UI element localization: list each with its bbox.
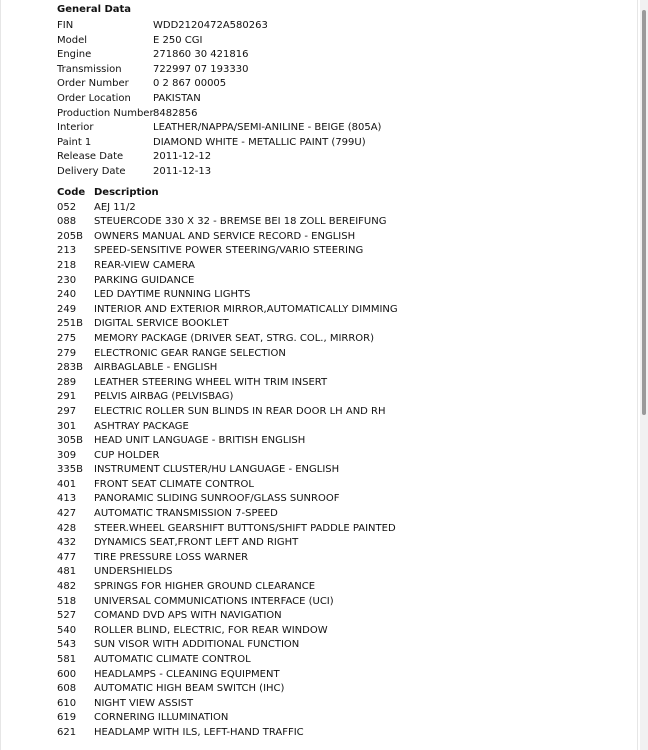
table-row (57, 522, 398, 537)
table-row (57, 726, 398, 741)
field-label: Paint 1 (57, 136, 92, 148)
table-row (57, 274, 398, 289)
option-code: 518 (57, 595, 77, 607)
option-description: SPRINGS FOR HIGHER GROUND CLEARANCE (94, 581, 316, 593)
option-code: 283B (57, 362, 83, 374)
option-code: 401 (57, 478, 77, 490)
field-value: 2011-12-12 (153, 151, 212, 163)
option-code: 291 (57, 391, 77, 403)
table-row (57, 230, 398, 245)
option-code: 600 (57, 668, 77, 680)
general-data-list (57, 19, 381, 180)
option-code: 289 (57, 376, 77, 388)
option-description: PANORAMIC SLIDING SUNROOF/GLASS SUNROOF (94, 493, 340, 505)
option-description: CUP HOLDER (94, 449, 160, 461)
option-code: 477 (57, 551, 77, 563)
option-description: FRONT SEAT CLIMATE CONTROL (94, 478, 254, 490)
option-codes-header-row (57, 186, 398, 201)
table-row (57, 609, 398, 624)
option-code: 335B (57, 464, 83, 476)
option-description: COMAND DVD APS WITH NAVIGATION (94, 610, 282, 622)
field-label: Release Date (57, 151, 124, 163)
option-code: 481 (57, 566, 77, 578)
table-row (57, 711, 398, 726)
option-code: 610 (57, 697, 77, 709)
field-label: Order Number (57, 78, 129, 90)
option-code: 301 (57, 420, 77, 432)
option-description: ASHTRAY PACKAGE (94, 420, 189, 432)
table-row (57, 697, 398, 712)
field-label: FIN (57, 20, 74, 31)
table-row (57, 317, 398, 332)
option-code: 621 (57, 726, 77, 738)
option-description: INSTRUMENT CLUSTER/HU LANGUAGE - ENGLISH (94, 464, 340, 476)
field-value: E 250 CGI (153, 34, 203, 46)
option-description: SUN VISOR WITH ADDITIONAL FUNCTION (94, 639, 300, 651)
option-description: AEJ 11/2 (94, 201, 136, 213)
option-code: 205B (57, 230, 83, 242)
option-code: 543 (57, 639, 77, 651)
general-data-row (57, 63, 381, 78)
option-code: 297 (57, 405, 77, 417)
table-row (57, 288, 398, 303)
code-column-header: Code (57, 187, 86, 198)
option-code: 240 (57, 289, 77, 301)
option-code: 427 (57, 508, 77, 520)
option-code: 432 (57, 537, 77, 549)
table-row (57, 624, 398, 639)
option-description: DIGITAL SERVICE BOOKLET (94, 318, 229, 330)
option-code: 428 (57, 522, 77, 534)
option-description: UNIVERSAL COMMUNICATIONS INTERFACE (UCI) (94, 595, 334, 607)
field-value: WDD2120472A580263 (153, 20, 268, 31)
option-code: 230 (57, 274, 77, 286)
option-description: OWNERS MANUAL AND SERVICE RECORD - ENGLISH (94, 230, 356, 242)
field-value: 271860 30 421816 (153, 49, 249, 61)
table-row (57, 215, 398, 230)
option-description: MEMORY PACKAGE (DRIVER SEAT, STRG. COL., MIRROR) (94, 332, 375, 344)
table-row (57, 595, 398, 610)
option-code: 413 (57, 493, 77, 505)
option-code: 581 (57, 654, 77, 665)
table-row (57, 259, 398, 274)
option-code: 218 (57, 259, 77, 271)
general-data-title: General Data (57, 4, 132, 15)
option-description: INTERIOR AND EXTERIOR MIRROR,AUTOMATICALLY DIMMING (94, 303, 398, 315)
option-code: 279 (57, 347, 77, 359)
field-value: 8482856 (153, 107, 198, 119)
option-code: 088 (57, 216, 77, 228)
general-data-row (57, 34, 381, 49)
table-row (57, 551, 398, 566)
option-code: 275 (57, 332, 77, 344)
option-code: 052 (57, 201, 77, 213)
table-row (57, 201, 398, 216)
table-row (57, 420, 398, 435)
field-label: Production Number (57, 107, 154, 119)
option-description: CORNERING ILLUMINATION (94, 712, 229, 724)
option-description: PARKING GUIDANCE (94, 274, 195, 286)
option-code: 527 (57, 610, 77, 622)
general-data-row (57, 92, 381, 107)
option-code: 251B (57, 318, 83, 330)
general-data-row (57, 121, 381, 136)
table-row (57, 332, 398, 347)
option-description: NIGHT VIEW ASSIST (94, 697, 194, 709)
option-description: SPEED-SENSITIVE POWER STEERING/VARIO STEERING (94, 245, 364, 257)
field-value: 0 2 867 00005 (153, 78, 227, 90)
field-label: Engine (57, 49, 92, 61)
field-label: Model (57, 34, 88, 46)
option-description: REAR-VIEW CAMERA (94, 259, 196, 271)
option-description: ELECTRONIC GEAR RANGE SELECTION (94, 347, 286, 359)
option-description: HEADLAMP WITH ILS, LEFT-HAND TRAFFIC (94, 726, 304, 738)
table-row (57, 361, 398, 376)
field-value: 722997 07 193330 (153, 63, 249, 75)
option-code: 249 (57, 303, 77, 315)
option-description: ELECTRIC ROLLER SUN BLINDS IN REAR DOOR LH AND RH (94, 405, 386, 417)
option-description: DYNAMICS SEAT,FRONT LEFT AND RIGHT (94, 537, 299, 549)
general-data-row (57, 165, 381, 180)
table-row (57, 463, 398, 478)
field-label: Interior (57, 122, 94, 134)
option-code: 309 (57, 449, 77, 461)
general-data-row (57, 19, 381, 34)
option-description: STEUERCODE 330 X 32 - BREMSE BEI 18 ZOLL BEREIFUNG (94, 216, 387, 228)
field-label: Order Location (57, 92, 131, 104)
table-row (57, 668, 398, 683)
description-column-header: Description (94, 187, 159, 198)
option-description: AUTOMATIC HIGH BEAM SWITCH (IHC) (94, 683, 285, 695)
option-description: TIRE PRESSURE LOSS WARNER (94, 551, 249, 563)
table-row (57, 434, 398, 449)
field-label: Transmission (57, 63, 122, 75)
field-value: DIAMOND WHITE - METALLIC PAINT (799U) (153, 136, 366, 148)
table-row (57, 492, 398, 507)
table-row (57, 638, 398, 653)
general-data-row (57, 48, 381, 63)
table-row (57, 507, 398, 522)
vertical-scrollbar[interactable] (640, 0, 648, 750)
option-description: STEER.WHEEL GEARSHIFT BUTTONS/SHIFT PADDLE PAINTED (94, 522, 396, 534)
table-row (57, 390, 398, 405)
scrollbar-thumb[interactable] (642, 10, 646, 415)
option-code: 540 (57, 624, 77, 636)
option-description: AUTOMATIC TRANSMISSION 7-SPEED (94, 508, 278, 520)
table-row (57, 478, 398, 493)
table-row (57, 376, 398, 391)
general-data-row (57, 150, 381, 165)
option-description: UNDERSHIELDS (94, 566, 173, 578)
field-value: 2011-12-13 (153, 165, 212, 177)
option-description: LEATHER STEERING WHEEL WITH TRIM INSERT (94, 376, 328, 388)
option-code: 213 (57, 245, 77, 257)
table-row (57, 405, 398, 420)
field-value: PAKISTAN (153, 92, 201, 104)
field-label: Delivery Date (57, 165, 126, 177)
option-description: LED DAYTIME RUNNING LIGHTS (94, 289, 251, 301)
table-row (57, 449, 398, 464)
option-description: HEADLAMPS - CLEANING EQUIPMENT (94, 668, 280, 680)
option-description: AIRBAGLABLE - ENGLISH (94, 362, 218, 374)
option-description: ROLLER BLIND, ELECTRIC, FOR REAR WINDOW (94, 624, 328, 636)
table-row (57, 303, 398, 318)
field-value: LEATHER/NAPPA/SEMI-ANILINE - BEIGE (805A) (153, 122, 382, 134)
table-row (57, 580, 398, 595)
option-code: 482 (57, 581, 77, 593)
table-row (57, 536, 398, 551)
table-row (57, 347, 398, 362)
option-description: AUTOMATIC CLIMATE CONTROL (94, 654, 251, 665)
option-description: PELVIS AIRBAG (PELVISBAG) (94, 391, 234, 403)
option-codes-table (57, 186, 398, 741)
option-code: 305B (57, 435, 83, 447)
option-description: HEAD UNIT LANGUAGE - BRITISH ENGLISH (94, 435, 306, 447)
table-row (57, 244, 398, 259)
table-row (57, 682, 398, 697)
general-data-row (57, 136, 381, 151)
table-row (57, 565, 398, 580)
general-data-row (57, 107, 381, 122)
option-code: 619 (57, 712, 77, 724)
option-code: 608 (57, 683, 77, 695)
general-data-row (57, 77, 381, 92)
table-row (57, 653, 398, 668)
